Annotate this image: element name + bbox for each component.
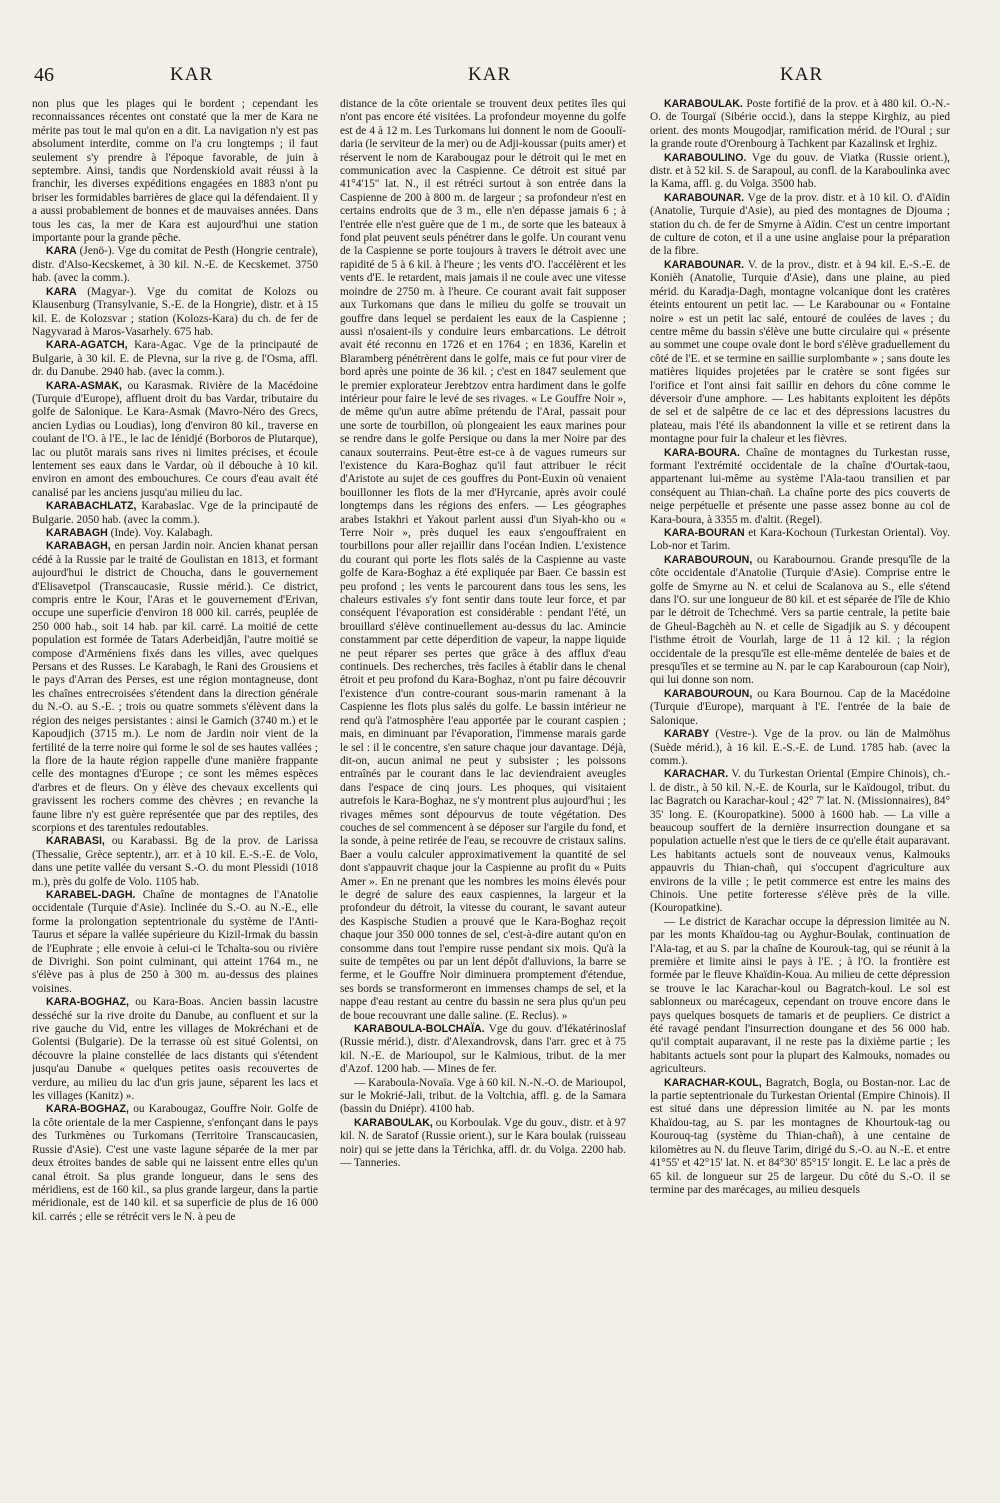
entry-text: Vge du gouv. d'Iékatérinoslaf (Russie mérid.), distr. d'Alexandrovsk, dans l'arr. grec et à 75 kil. N.-E. de Marioupol, sur le Kalmious, tribut. de la mer d'Azof. 1200 hab. — Mines de fer. (340, 1023, 626, 1076)
entry-text: ou Kara Bournou. Cap de la Macédoine (Turquie d'Europe), marquant à l'E. l'entrée de la baie de Salonique. (650, 687, 950, 727)
dictionary-entry (32, 286, 318, 340)
entry-headword: KARABOUROUN, (664, 687, 753, 700)
dictionary-entry (32, 889, 318, 996)
dictionary-entry (650, 1077, 950, 1198)
running-head-left: KAR (170, 64, 214, 85)
entry-headword: KARABOULAK, (354, 1116, 433, 1129)
entry-text: Chaîne de montagnes du Turkestan russe, formant l'extrémité occidentale de la chaîne d'Ourtak-taou, appartenant lui-même au système l'Ala-taou transilien et par conséquent au Thian-chañ. La chaîne porte des pics couverts de neige perpétuelle et présente une passe assez bonne au col de Kara-boura, à 3355 m. d'altit. (Regel). (650, 446, 950, 526)
running-head-right: KAR (780, 64, 824, 85)
dictionary-entry (650, 527, 950, 554)
dictionary-entry (32, 339, 318, 379)
entry-headword: KARABOULAK. (664, 98, 743, 110)
entry-text: (Magyar-). Vge du comitat de Kolozs ou Klausenburg (Transylvanie, S.-E. de la Hongrie), distr. et à 15 kil. E. de Kolozsvar ; station (Kolozs-Kara) du ch. de fer de Nagyvarad à Maros-Vasarhely. 675 hab. (32, 285, 318, 338)
entry-headword: KARABEL-DAGH. (46, 888, 136, 901)
entry-text: non plus que les plages qui le bordent ; cependant les reconnaissances récentes ont constaté que la mer de Kara ne mérite pas tout le mal qu'on en a dit. La navigation n'y est pas absolument interdite, comme on l'a cru longtemps ; il faut seulement s'y prendre à l'époque favorable, de juin à septembre. Ainsi, tandis que Nordenskiold avait réussi à la franchir, les diverses expéditions engagées en 1883 n'ont pu briser les formidables barrières de glace qui la défendaient. Il y a aussi probablement de bonnes et de mauvaises années. Dans tous les cas, la mer de Kara est aujourd'hui une station importante pour la grande pêche. (32, 98, 318, 245)
dictionary-entry (650, 916, 950, 1077)
entry-headword: KARA (46, 245, 77, 258)
entry-text: Vge de la prov. distr. et à 10 kil. O. d'Aïdin (Anatolie, Turquie d'Asie), au pied des montagnes de Djouma ; station du ch. de fer de Smyrne à Aïdin. C'est un centre important de culture de coton, et il a une usine anglaise pour la préparation de la fibre. (650, 191, 950, 258)
dictionary-entry (340, 1077, 626, 1117)
entry-headword: KARA-BOGHAZ, (46, 996, 129, 1009)
entry-headword: KARABAGH (46, 527, 108, 539)
entry-text: et Kara-Kochoun (Turkestan Oriental). Voy. Lob-nor et Tarim. (650, 527, 950, 553)
dictionary-entry (32, 835, 318, 889)
entry-text: ou Kara-Boas. Ancien bassin lacustre desséché sur la rive droite du Danube, au confluent et sur la rive gauche du Vid, entre les villages de Mokréchani et de Golentsi (Bulgarie). De la terrasse où est situé Golentsi, on découvre la plaine constellée de lacs distants qui s'étendent jusqu'au Danube « quelques petites oasis recouvertes de verdure, au milieu du lac d'un gris jaune, séparent les lacs et les villages (Kanitz) ». (32, 996, 318, 1103)
dictionary-entry (650, 554, 950, 688)
entry-headword: KARABOULINO. (664, 151, 747, 164)
entry-text: (Vestre-). Vge de la prov. ou län de Malmöhus (Suède mérid.), à 16 kil. E.-S.-E. de Lund. 1785 hab. (avec la comm.). (650, 728, 950, 767)
entry-headword: KARA-BOURAN (664, 527, 745, 539)
entry-text: ou Karabournou. Grande presqu'île de la côte occidentale d'Anatolie (Turquie d'Asie). Comprise entre le golfe de Smyrne au N. et celui de Scalanova au S., elle s'étend dans l'O. sur une longueur de 80 kil. et est séparée de l'île de Khio par le détroit de Tchechmé. Vers sa partie centrale, la petite baie de Gheul-Bagchèh au N. et celle de Sigadjik au S. y découpent l'isthme étroit de Vourlah, large de 11 à 12 kil. ; la région occidentale de la presqu'île est elle-même dentelée de baies et de presqu'îles et se termine au N. par le cap Karabouroun (cap Noir), qui lui donne son nom. (650, 553, 950, 687)
entry-text: ou Karasmak. Rivière de la Macédoine (Turquie d'Europe), affluent droit du bas Vardar, tributaire du golfe de Salonique. Le Kara-Asmak (Mavro-Néro des Grecs, ancien Lydias ou Loudias), long d'environ 80 kil., traverse en coulant de l'O. à l'E., le lac de Iénidjé (Borboros de Plutarque), lac ou plutôt marais sans rives ni limites précises, et écoule lentement ses eaux dans le Vardar, où il débouche à 10 kil. environ en amont des embouchures. Ce cours d'eau avait été canalisé par les anciens jusqu'au milieu du lac. (32, 379, 318, 499)
dictionary-entry (32, 500, 318, 527)
dictionary-entry (650, 152, 950, 192)
page-number: 46 (34, 64, 54, 86)
entry-text: Bagratch, Bogla, ou Bostan-nor. Lac de la partie septentrionale du Turkestan Oriental (Empire Chinois). Il est situé dans une dépression limitée au N. par les monts Khaïdou-tag, au S. par les montagnes de Khourtouk-tag ou Kourouq-tag (système du Thian-chañ), à une centaine de kilomètres au N. du fleuve Tarim, dirigé du S.-O. au N.-E. et entre 41°55' et 42°15' lat. N. et 84°30' 85°15' longit. E. Le lac a près de 65 kil. de longueur sur 25 de largeur. Du côté du S.-O. il se termine par des marécages, au milieu desquels (650, 1076, 950, 1196)
entry-text: ou Karabougaz, Gouffre Noir. Golfe de la côte orientale de la mer Caspienne, s'enfonçant dans le pays des Turkmènes ou Turkomans (Territoire Transcaucasien, Russie d'Asie). C'est une vaste lagune séparée de la mer par deux étroites bandes de sable qui ne laissent entre elles qu'un canal étroit. Sa plus grande longueur, dans le sens des méridiens, est de 160 kil., sa plus grande largeur, dans la partie méridionale, est de 140 kil. et sa superficie de plus de 16 000 kil. carrés ; elle se rétrécit vers le N. à peu de (32, 1103, 318, 1223)
entry-text: V. de la prov., distr. et à 94 kil. E.-S.-E. de Konièh (Anatolie, Turquie d'Asie), dans une plaine, au pied mérid. du Karadja-Dagh, montagne volcanique dont les cratères éteints entourent un petit lac. — Le Karabounar ou « Fontaine noire » est un petit lac salé, entouré de coulées de laves ; du centre même du bassin s'élève une butte circulaire qui « présente au sommet une coupe ovale dont le bord s'élève graduellement du côté de l'E. et se termine en saillie surplombante » ; sans doute les matières liquides projetées par le cratère se sont figées sur l'orifice et l'ont ainsi fait saillir en dehors du cône comme le déversoir d'une amphore. — Les habitants exploitent les dépôts de sel et de salpêtre de ce lac et des dépressions lacustres du plateau, mais l'été ils abandonnent la ville et se retirent dans la montagne pour fuir la chaleur et les fièvres. (650, 258, 950, 446)
dictionary-entry (32, 98, 318, 245)
entry-text: Chaîne de montagnes de l'Anatolie occidentale (Turquie d'Asie). Inclinée du S.-O. au N.-E., elle forme la prolongation septentrionale du système de l'Anti-Taurus et sépare la vallée supérieure du Kizil-Irmak du bassin de l'Euphrate ; elle envoie à celui-ci le Tchalta-sou ou rivière de Divrighi. Son point culminant, qui atteint 1764 m., ne s'élève pas à plus de 250 à 300 m. au-dessus des plaines voisines. (32, 888, 318, 995)
dictionary-entry (32, 1103, 318, 1224)
dictionary-entry (650, 192, 950, 259)
entry-text: (Jenö-). Vge du comitat de Pesth (Hongrie centrale), distr. d'Also-Kecskemet, à 30 kil. N.-E. de Kecskemet. 3750 hab. (avec la comm.). (32, 245, 318, 285)
entry-headword: KARABACHLATZ, (46, 500, 137, 513)
dictionary-entry (340, 1023, 626, 1077)
text-column-2 (340, 98, 626, 1478)
entry-text: Vge du gouv. de Viatka (Russie orient.), distr. et à 52 kil. S. de Sarapoul, au confl. de la Karaboulinka avec la Kama, affl. g. du Volga. 3500 hab. (650, 151, 950, 191)
entry-text: distance de la côte orientale se trouvent deux petites îles qui n'ont pas encore été visitées. La profondeur moyenne du golfe est de 4 à 12 m. Les Turkomans lui donnent le nom de Gooulï-daria (le serviteur de la mer) ou de Adji-koussar (puits amer) et réservent le nom de Karabougaz pour le détroit qui le met en communication avec la Caspienne. Ce détroit est situé par 41°4'15" lat. N., il est rétréci surtout à son entrée dans la Caspienne de 200 à 800 m. de largeur ; sa profondeur n'est en certains endroits que de 3 m., elle n'en dépasse jamais 6 ; à l'entrée elle n'est guère que de 1 m., de sorte que les bateaux à fond plat peuvent seuls pénétrer dans le golfe. Un courant venu de la Caspienne se porte toujours à travers le détroit avec une rapidité de 5 à 6 kil. à l'heure ; les vents d'O. l'accélèrent et les vents d'E. le retardent, mais jamais il ne coule avec une vitesse moindre de 2750 m. à l'heure. Ce courant avait fait supposer aux Turkomans que dans le milieu du golfe se trouvait un gouffre dans lequel se perdaient les eaux de la Caspienne ; aussi n'osaient-ils y conduire leurs embarcations. Le détroit avait été reconnu en 1726 et en 1764 ; en 1836, Karelin et Blaramberg pénétrèrent dans le golfe, mais ce fut pour virer de bord après une pointe de 36 kil. ; c'est en 1847 seulement que le premier explorateur Jerebtzov entra hardiment dans le golfe intérieur pour faire le levé de ses rivages. « Le Gouffre Noir », de même qu'un autre abîme prétendu de l'Aral, passait pour une sorte de tourbillon, où plongeaient les eaux marines pour se rendre dans le golfe Persique ou dans la mer Noire par des canaux souterrains. Peut-être est-ce à de vagues rumeurs sur l'existence du Kara-Boghaz qu'il faut attribuer le récit d'Aristote au sujet de ces gouffres du Pont-Euxin où venaient bouillonner les flots de la mer d'Hyrcanie, après avoir coulé longtemps dans les régions des enfers. — Les géographes arabes Istakhri et Yakout parlent aussi d'un Siyah-kho ou « Terre Noir », près duquel les eaux s'engouffraient en tourbillons pour aller rejaillir dans l'océan Indien. L'existence du courant qui porte les flots salés de la Caspienne au vaste golfe de Kara-Boghaz a été expliquée par Baer. Ce bassin est peu profond ; les vents le parcourent dans tous les sens, les chaleurs estivales s'y font sentir dans toute leur force, et par conséquent l'évaporation est considérable : pendant l'été, un brouillard s'élève continuellement au-dessus du lac. Amincie constamment par cette déperdition de vapeur, la nappe liquide ne peut réparer ses pertes que grâce à des afflux d'eau continuels. Des recherches, très faciles à établir dans le chenal étroit et peu profond du Kara-Boghaz, n'ont pu faire découvrir l'existence d'un contre-courant sous-marin ramenant à la Caspienne les flots plus salés du golfe. Le bassin intérieur ne rend qu'à l'atmosphère l'eau apportée par le courant caspien ; mais, en diminuant par l'évaporation, l'immense marais garde le sel : il le concentre, s'en sature chaque jour davantage. Déjà, dit-on, aucun animal ne peut y subsister ; les poissons entraînés par le courant dans le lac deviendraient aveugles dans l'espace de cinq jours. Les phoques, qui visitaient autrefois le Kara-Boghaz, ne s'y montrent plus aujourd'hui ; les rivages mêmes sont dépourvus de toute végétation. Des couches de sel commencent à se déposer sur l'argile du fond, et la sonde, à peine retirée de l'eau, se recouvre de cristaux salins. Baer a voulu calculer approximativement la quantité de sel dont s'appauvrit chaque jour la Caspienne au profit du « Puits Amer ». En ne prenant que les nombres les moins élevés pour le degré de salure des eaux caspiennes, la largeur et la profondeur du détroit, la vitesse du courant, le savant auteur des Kaspische Studien a prouvé que le Kara-Boghaz reçoit chaque jour 350 000 tonnes de sel, c'est-à-dire autant qu'on en consomme dans tout l'empire russe pendant six mois. Qu'à la suite de tempêtes ou par un lent dépôt d'alluvions, la barre se ferme, et le Gouffre Noir diminuera promptement d'étendue, ses bords se transformeront en immenses champs de sel, et la nappe d'eau restant au centre du bassin ne sera plus qu'un peu de boue recouvrant une dalle saline. (E. Reclus). » (340, 98, 626, 1022)
dictionary-entry (650, 447, 950, 527)
entry-text: Karabaslac. Vge de la principauté de Bulgarie. 2050 hab. (avec la comm.). (32, 500, 318, 526)
entry-text: V. du Turkestan Oriental (Empire Chinois), ch.-l. de distr., à 50 kil. N.-E. de Kourla, sur le Kaïdougol, tribut. du lac Bagratch ou Karachar-koul ; 42° 7' lat. N. (Missionnaires), 84° 35' long. E. (Kouropatkine). 5000 à 1600 hab. — La ville a beaucoup souffert de la dernière insurrection doungane et sa population actuelle n'est que le tiers de ce qu'elle était auparavant. Les habitants actuels sont de nouveaux venus, Kalmouks appauvris du Thian-chañ, qui s'occupent d'agriculture aux environs de la ville ; le petit commerce est entre les mains des Chinois. Une petite forteresse s'élève près de la ville. (Kouropatkine). (650, 768, 950, 915)
entry-headword: KARABOUROUN, (664, 553, 753, 566)
entry-text: ou Korboulak. Vge du gouv., distr. et à 97 kil. N. de Saratof (Russie orient.), sur le Kara boulak (ruisseau noir) qui se jette dans la Térichka, affl. dr. du Volga. 2200 hab. — Tanneries. (340, 1116, 626, 1170)
page-header (0, 64, 1000, 94)
entry-headword: KARACHAR-KOUL, (664, 1076, 762, 1089)
entry-headword: KARABOUNAR. (664, 258, 745, 271)
entry-headword: KARA-ASMAK, (46, 379, 122, 392)
entry-text: — Le district de Karachar occupe la dépression limitée au N. par les monts Khaïdou-tag ou Ayghur-Boulak, continuation de l'Ala-tag, et au S. par la chaîne de Kourouk-tag, qui se réunit à la première et limite ainsi le pays à l'E. ; à l'O. la frontière est formée par le fleuve Khaïdin-Koua. Au milieu de cette dépression se trouve le lac Karachar-koul ou Bagratch-koul. Le sol est sablonneux ou marécageux, cependant on trouve encore dans le pays quelques bosquets de tamaris et de peupliers. Ce district a été ravagé pendant l'insurrection doungane et des 56 000 hab. qu'il comptait auparavant, il ne reste pas la dixième partie ; les habitants actuels sont pour la plupart des Kalmouks, nomades ou agriculteurs. (650, 915, 950, 1076)
entry-text: en persan Jardin noir. Ancien khanat persan cédé à la Russie par le traité de Goulistan en 1813, et formant aujourd'hui le district de Choucha, dans le gouvernement d'Elisavetpol (Transcaucasie, Russie mérid.). Ce district, compris entre le Kour, l'Aras et le gouvernement d'Erivan, occupe une superficie d'environ 18 000 kil. carrés, peuplée de 250 000 hab., soit 14 hab. par kil. carré. La moitié de cette population est formée de Tatars Aderbeidjân, l'autre moitié se compose d'Arméniens fixés dans les villes, avec quelques Persans et des Russes. Le Karabagh, le Rani des Grousiens et le pays d'Arran des Perses, est une région montagneuse, dont les chaînes entrecroisées s'étendent dans la direction générale du N.-O. au S.-E. ; trois ou quatre sommets s'élèvent dans la région des neiges persistantes : ainsi le Gamich (3740 m.) et le Kapoudjich (3715 m.). Le nom de Jardin noir vient de la fertilité de la terre noire qui forme le sol de ses hautes vallées ; la flore de la haute région rappelle d'une manière frappante celle des montagnes d'Europe ; ce sont les mêmes espèces d'arbres et de fleurs. On y élève des chevaux excellents qui gravissent les rochers comme des chèvres ; en revanche la faune libre n'y est guère représentée que par des reptiles, des scorpions et des tarentules redoutables. (32, 540, 318, 834)
entry-headword: KARABOUNAR. (664, 191, 745, 204)
dictionary-entry (32, 527, 318, 540)
dictionary-entry (32, 540, 318, 835)
dictionary-entry (340, 98, 626, 1023)
entry-text: — Karaboula-Novaïa. Vge à 60 kil. N.-N.-O. de Marioupol, sur le Mokrié-Jali, tribut. de la Voltchia, affl. g. de la Samara (bassin du Dniépr). 4100 hab. (340, 1076, 626, 1116)
dictionary-entry (650, 728, 950, 768)
dictionary-entry (650, 98, 950, 152)
running-head-center: KAR (468, 64, 512, 85)
dictionary-entry (32, 380, 318, 501)
entry-headword: KARABOULA-BOLCHAÏA. (354, 1023, 485, 1036)
entry-headword: KARABY (664, 728, 710, 741)
entry-text: (Inde). Voy. Kalabagh. (107, 527, 213, 539)
dictionary-entry (650, 768, 950, 915)
entry-text: Poste fortifié de la prov. et à 480 kil. O.-N.-O. de Tourgaï (Sibérie occid.), dans la steppe Kirghiz, au pied orient. des monts Mougodjar, ramification mérid. de l'Oural ; sur la grande route d'Orenbourg à Tachkent par Kazalinsk et Irghiz. (650, 98, 950, 151)
entry-headword: KARABASI, (46, 835, 105, 848)
entry-headword: KARACHAR. (664, 768, 729, 781)
dictionary-entry (32, 245, 318, 285)
entry-headword: KARABAGH, (46, 540, 111, 553)
text-column-3 (650, 98, 950, 1478)
entry-headword: KARA-BOURA. (664, 446, 740, 459)
dictionary-entry (650, 259, 950, 447)
dictionary-entry (32, 996, 318, 1103)
dictionary-entry (650, 688, 950, 728)
entry-headword: KARA-AGATCH, (46, 339, 128, 352)
entry-text: ou Karabassi. Bg de la prov. de Larissa (Thessalie, Grèce septentr.), arr. et à 10 kil. E.-S.-E. de Volo, dans une petite vallée du versant S.-O. du mont Plessidi (1018 m.), près du golfe de Volo. 1105 hab. (32, 835, 318, 888)
entry-text: Kara-Agac. Vge de la principauté de Bulgarie, à 30 kil. E. de Plevna, sur la rive g. de l'Osma, affl. dr. du Danube. 2940 hab. (avec la comm.). (32, 339, 318, 379)
dictionary-entry (340, 1117, 626, 1171)
entry-headword: KARA (46, 285, 77, 298)
entry-headword: KARA-BOGHAZ, (46, 1103, 129, 1116)
text-column-1 (32, 98, 318, 1478)
